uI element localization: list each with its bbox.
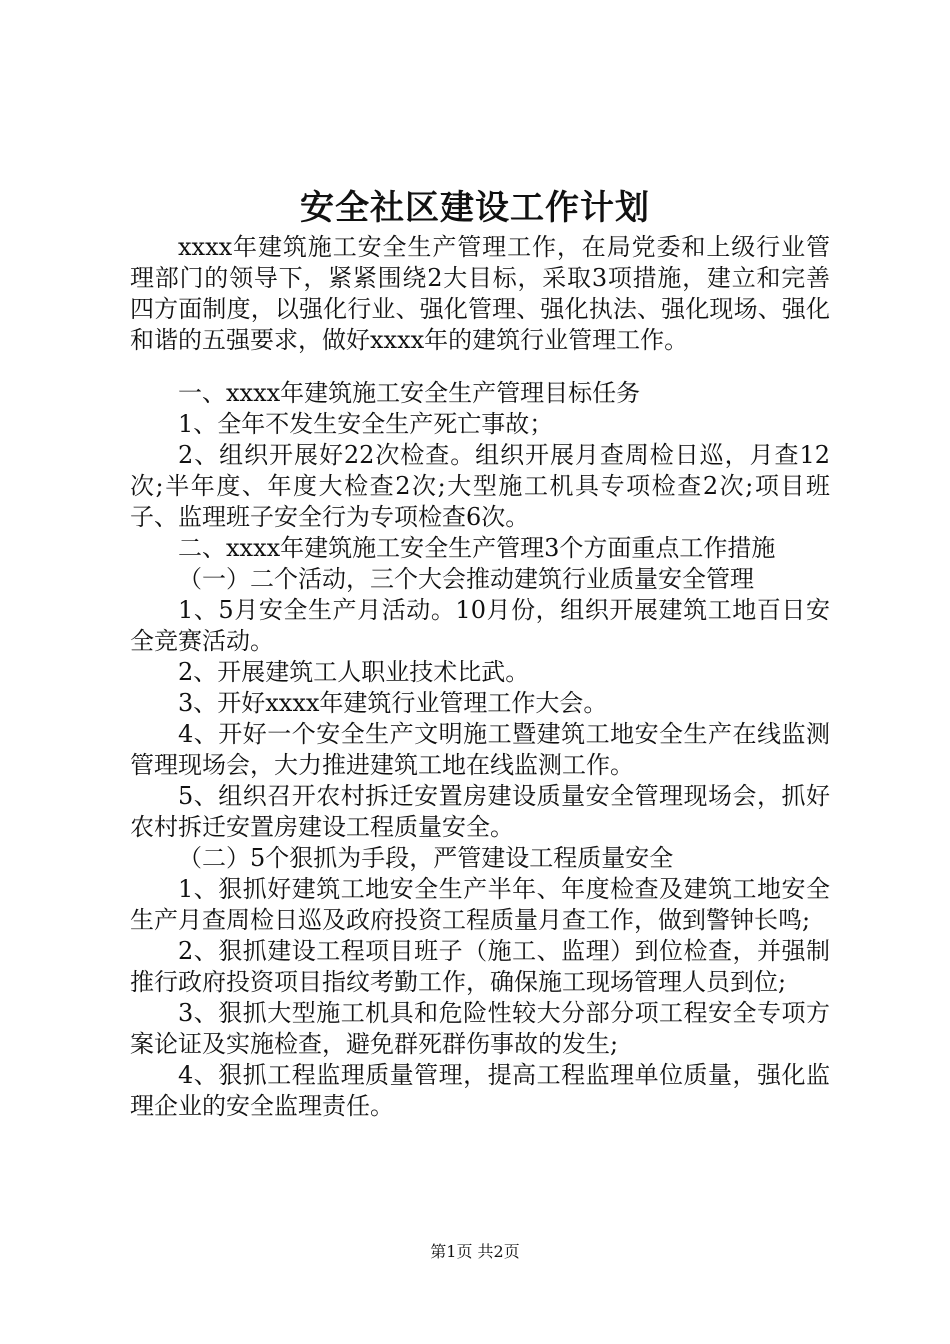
document-body <box>130 232 830 1122</box>
section-heading-2: 二、xxxx年建筑施工安全生产管理3个方面重点工作措施 <box>178 534 776 562</box>
subsection-heading-1: （一）二个活动，三个大会推动建筑行业质量安全管理 <box>178 565 754 593</box>
list-item: 2、开展建筑工人职业技术比武。 <box>178 658 530 686</box>
list-item: 1、5月安全生产月活动。10月份，组织开展建筑工地百日安全竞赛活动。 <box>130 596 830 655</box>
list-item: 5、组织召开农村拆迁安置房建设质量安全管理现场会，抓好农村拆迁安置房建设工程质量安全。 <box>130 782 830 841</box>
document-title: 安全社区建设工作计划 <box>300 188 650 228</box>
list-item: 2、组织开展好22次检查。组织开展月查周检日巡，月查12次;半年度、年度大检查2次;大型施工机具专项检查2次;项目班子、监理班子安全行为专项检查6次。 <box>130 441 830 531</box>
list-item: 1、全年不发生安全生产死亡事故； <box>178 410 554 438</box>
list-item: 3、狠抓大型施工机具和危险性较大分部分项工程安全专项方案论证及实施检查，避免群死群伤事故的发生; <box>130 999 830 1058</box>
paragraph-spacer <box>130 356 830 378</box>
intro-paragraph: xxxx年建筑施工安全生产管理工作，在局党委和上级行业管理部门的领导下，紧紧围绕2大目标，采取3项措施，建立和完善四方面制度，以强化行业、强化管理、强化执法、强化现场、强化和谐的五强要求，做好xxxx年的建筑行业管理工作。 <box>130 233 830 354</box>
subsection-heading-2: （二）5个狠抓为手段，严管建设工程质量安全 <box>178 844 674 872</box>
list-item: 2、狠抓建设工程项目班子（施工、监理）到位检查，并强制推行政府投资项目指纹考勤工作，确保施工现场管理人员到位; <box>130 937 830 996</box>
page-footer: 第1页 共2页 <box>430 1242 520 1261</box>
section-heading-1: 一、xxxx年建筑施工安全生产管理目标任务 <box>178 379 641 407</box>
list-item: 3、开好xxxx年建筑行业管理工作大会。 <box>178 689 608 717</box>
list-item: 4、开好一个安全生产文明施工暨建筑工地安全生产在线监测管理现场会，大力推进建筑工地在线监测工作。 <box>130 720 830 779</box>
list-item: 4、狠抓工程监理质量管理，提高工程监理单位质量，强化监理企业的安全监理责任。 <box>130 1061 830 1120</box>
list-item: 1、狠抓好建筑工地安全生产半年、年度检查及建筑工地安全生产月查周检日巡及政府投资工程质量月查工作，做到警钟长鸣; <box>130 875 830 934</box>
